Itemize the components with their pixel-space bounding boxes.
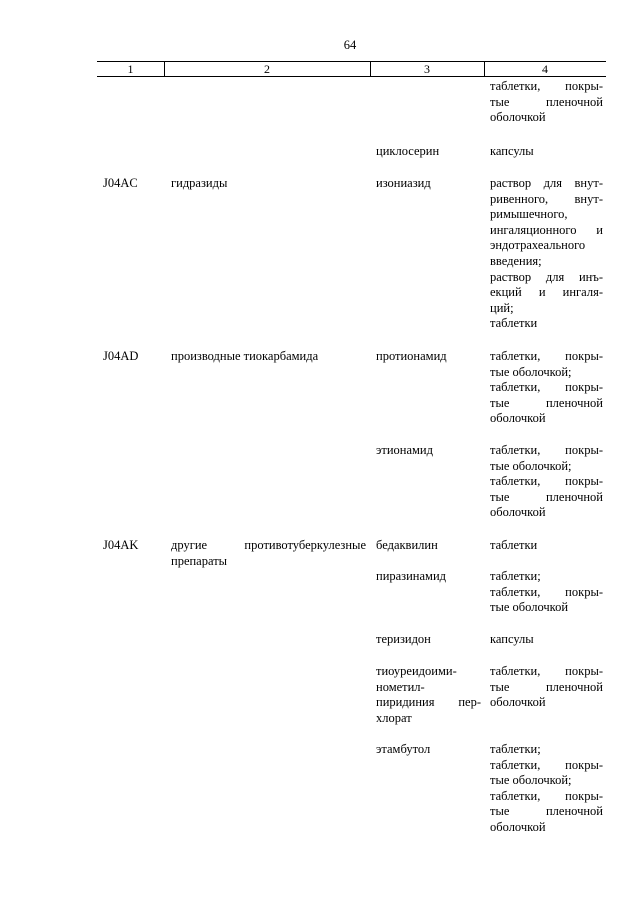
drug-name: циклосерин (376, 144, 440, 158)
dosage-form-cell (490, 742, 603, 836)
drug-name-line: пиридиния пер- (376, 695, 481, 710)
dosage-form-cell (490, 632, 603, 648)
dosage-form-line: таблетки; (490, 569, 541, 583)
dosage-form-cell (490, 79, 603, 126)
dosage-form-line: екций и ингаля- (490, 285, 603, 300)
dosage-form-cell (490, 443, 603, 521)
drug-name: бедаквилин (376, 538, 438, 552)
column-header-1: 1 (127, 62, 134, 76)
atc-group-line: препараты (171, 553, 228, 568)
atc-group: производные тиокарбамида (171, 349, 319, 363)
dosage-form-line: оболочкой (490, 110, 546, 125)
dosage-form-cell (490, 176, 603, 332)
atc-code: J04AK (103, 538, 139, 552)
drug-name-line: нометил- (376, 679, 425, 694)
dosage-form-line: тые оболочкой; (490, 364, 572, 379)
column-header-3: 3 (424, 62, 430, 76)
atc-group: гидразиды (171, 176, 228, 190)
dosage-form-line: ций; (490, 300, 514, 315)
dosage-form-line: таблетки, покры- (490, 349, 603, 363)
dosage-form-cell (490, 569, 603, 616)
dosage-form-line: ингаляционного и (490, 222, 603, 237)
dosage-form-line: таблетки, покры- (490, 474, 603, 489)
dosage-form-line: тые пленочной (490, 395, 603, 410)
dosage-form-line: тые пленочной (490, 94, 603, 109)
dosage-form-cell (490, 538, 603, 554)
dosage-form-line: капсулы (490, 632, 534, 646)
dosage-form-line: таблетки, покры- (490, 443, 603, 457)
dosage-form-line: раствор для внут- (490, 176, 603, 190)
dosage-form-line: тые пленочной (490, 804, 603, 819)
dosage-form-line: ривенного, внут- (490, 191, 603, 206)
drug-name-line: хлорат (376, 710, 412, 725)
dosage-form-line: таблетки (490, 316, 538, 331)
atc-code: J04AC (103, 176, 138, 190)
drug-name: протионамид (376, 349, 447, 363)
dosage-form-cell (490, 664, 603, 711)
dosage-form-line: таблетки (490, 538, 538, 552)
column-header-4: 4 (542, 62, 548, 76)
dosage-form-line: тые пленочной (490, 489, 603, 504)
dosage-form-line: таблетки, покры- (490, 584, 603, 599)
header-bottom-rule (97, 76, 606, 77)
dosage-form-line: введения; (490, 253, 542, 268)
dosage-form-line: оболочкой (490, 695, 546, 710)
dosage-form-line: таблетки, покры- (490, 380, 603, 395)
drug-name: изониазид (376, 176, 431, 190)
dosage-form-line: таблетки; (490, 742, 541, 756)
dosage-form-line: оболочкой (490, 819, 546, 834)
dosage-form-line: таблетки, покры- (490, 757, 603, 772)
dosage-form-line: тые оболочкой (490, 600, 569, 615)
drug-name: этамбутол (376, 742, 431, 756)
atc-group-line: другие противотуберкулезные (171, 538, 366, 552)
dosage-form-cell (490, 144, 603, 160)
drug-name: теризидон (376, 632, 431, 646)
atc-code: J04AD (103, 349, 139, 363)
dosage-form-line: капсулы (490, 144, 534, 158)
dosage-form-line: таблетки, покры- (490, 664, 603, 678)
dosage-form-line: раствор для инъ- (490, 269, 603, 284)
page-number: 64 (343, 38, 357, 52)
drug-name (376, 664, 481, 726)
dosage-form-line: тые пленочной (490, 679, 603, 694)
dosage-form-cell (490, 349, 603, 427)
dosage-form-line: тые оболочкой; (490, 458, 572, 473)
dosage-form-line: тые оболочкой; (490, 773, 572, 788)
dosage-form-line: оболочкой (490, 411, 546, 426)
column-header-2: 2 (264, 62, 270, 76)
dosage-form-line: таблетки, покры- (490, 79, 603, 93)
dosage-form-line: оболочкой (490, 505, 546, 520)
drug-name-line: тиоуреидоими- (376, 664, 457, 678)
dosage-form-line: эндотрахеального (490, 238, 586, 253)
atc-group (171, 538, 366, 569)
drug-name: пиразинамид (376, 569, 447, 583)
dosage-form-line: римышечного, (490, 207, 568, 222)
dosage-form-line: таблетки, покры- (490, 788, 603, 803)
drug-name: этионамид (376, 443, 433, 457)
